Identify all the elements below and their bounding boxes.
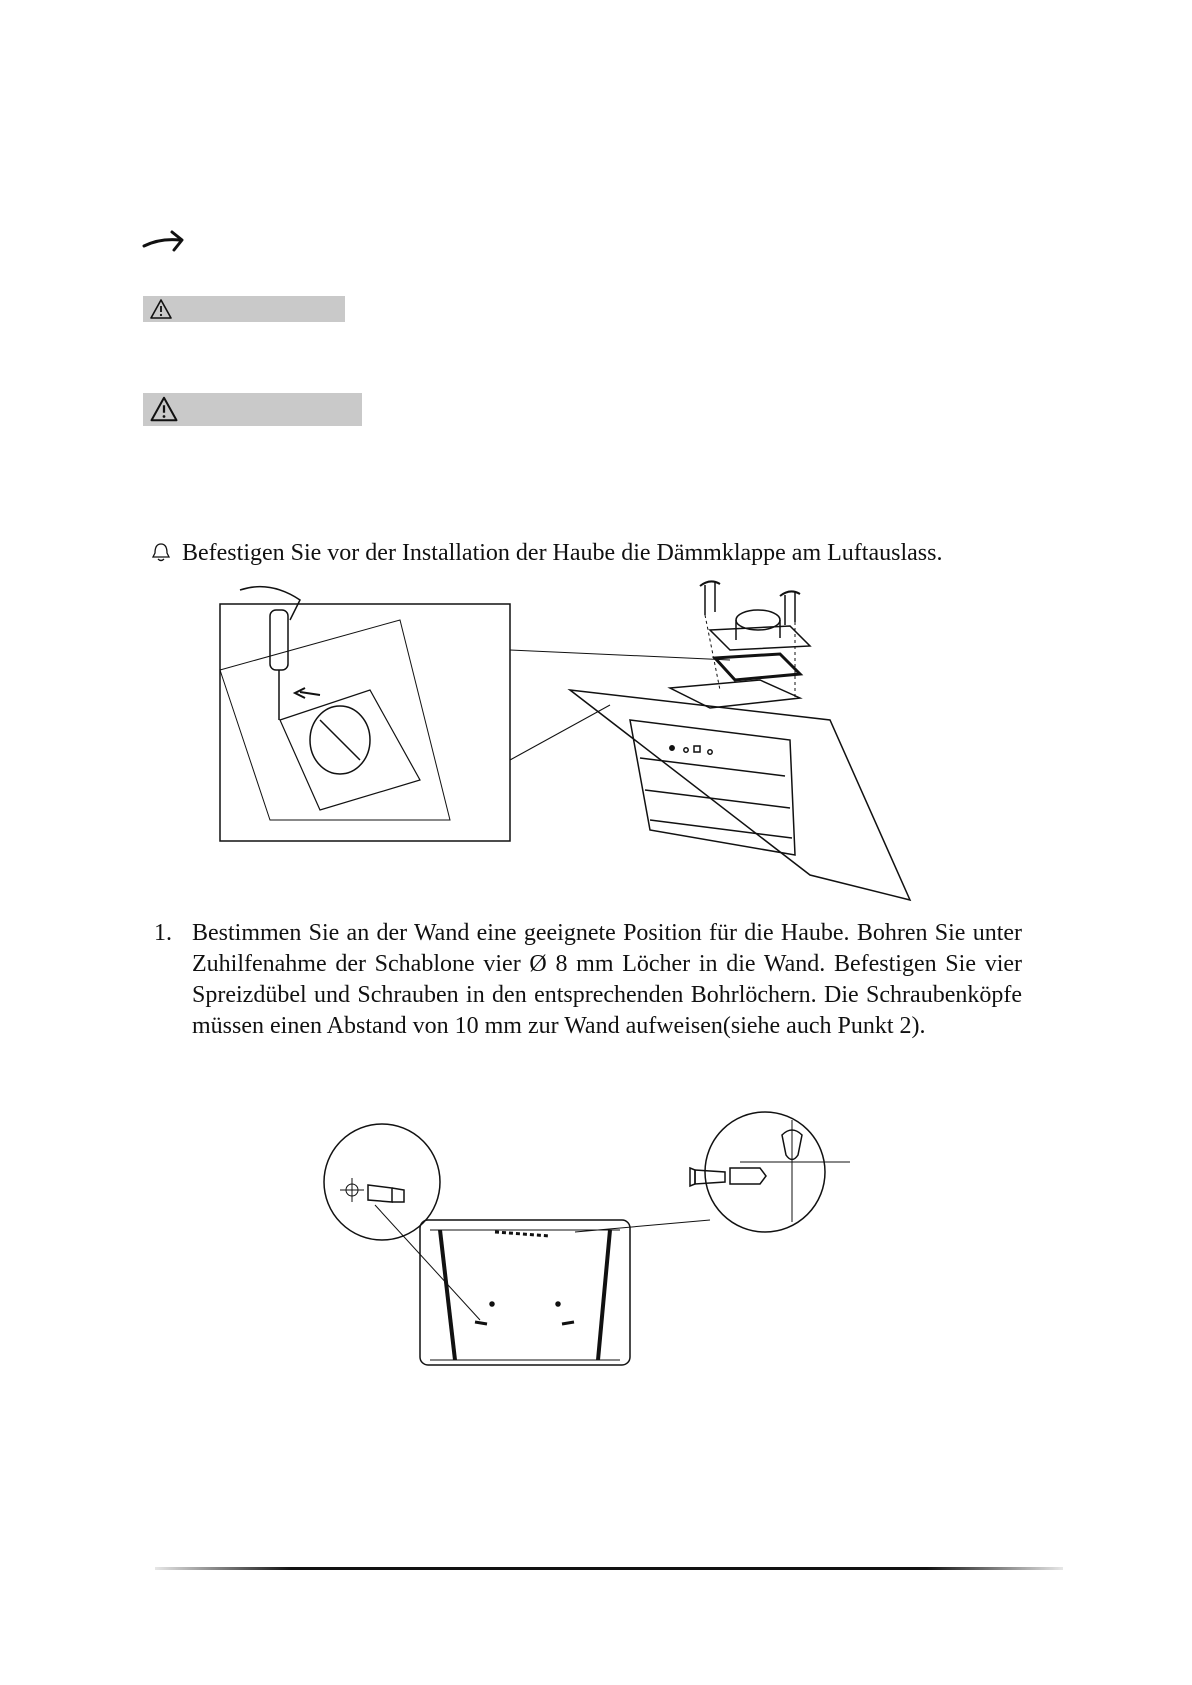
- wall-mounting-illustration: [320, 1110, 870, 1370]
- warning-triangle-icon: [149, 395, 179, 423]
- step-text: Bestimmen Sie an der Wand eine geeignete Position für die Haube. Bohren Sie unter Zuhilfenahme der Schablone vier Ø 8 mm Löcher in die Wand. Befestigen Sie vier Spreizdübel und Schrauben in den entsprechenden Bohrlöchern. Die Schraubenköpfe müssen einen Abstand von 10 mm zur Wand aufweisen(siehe auch Punkt 2).: [192, 920, 1022, 1039]
- curved-arrow-icon: [142, 226, 192, 256]
- step-number: 1.: [154, 920, 172, 946]
- flap-installation-illustration: [210, 580, 970, 910]
- footer-divider: [155, 1567, 1063, 1570]
- warning-triangle-icon: [149, 298, 173, 320]
- warning-box-2: [143, 393, 362, 426]
- warning-box-1: [143, 296, 345, 322]
- note-text: Befestigen Sie vor der Installation der Haube die Dämmklappe am Luftauslass.: [182, 540, 943, 566]
- installation-note: [150, 540, 1050, 567]
- bell-icon: [150, 541, 172, 563]
- step-1: [154, 918, 1022, 1042]
